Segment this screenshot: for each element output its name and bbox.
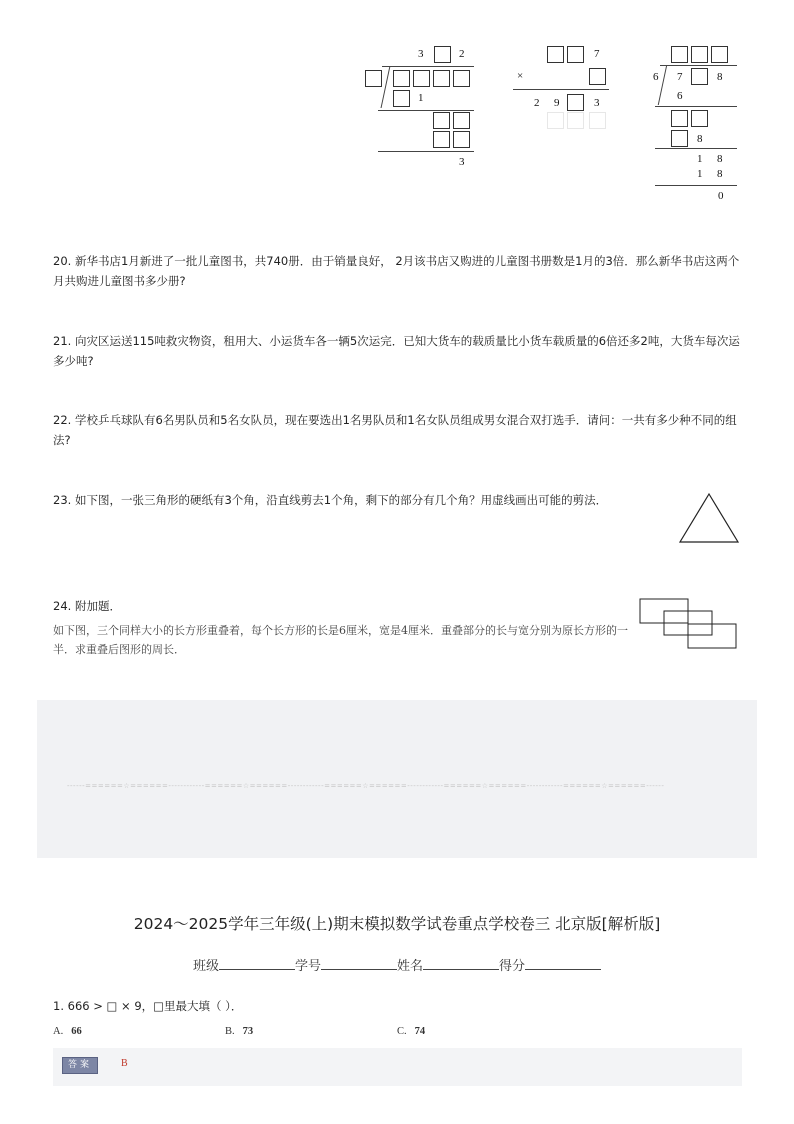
digit: 1 [418, 92, 424, 104]
blank-box [547, 112, 564, 129]
digit: 6 [653, 71, 659, 83]
field-label-score: 得分 [499, 959, 526, 974]
blank-box [453, 112, 470, 129]
field-blank [219, 958, 295, 970]
option-letter: C. [397, 1026, 407, 1037]
page-break-band [37, 700, 757, 858]
option-b [225, 1026, 253, 1037]
option-letter: A. [53, 1026, 64, 1037]
digit: 2 [459, 48, 465, 60]
blank-box [567, 112, 584, 129]
blank-box [711, 46, 728, 63]
field-label-class: 班级 [192, 959, 219, 974]
blank-box [393, 90, 410, 107]
blank-box [671, 110, 688, 127]
option-letter: B. [225, 1026, 235, 1037]
option-a [53, 1026, 82, 1037]
divider-line [655, 106, 737, 107]
digit: 7 [594, 48, 600, 60]
digit: 0 [718, 190, 724, 202]
blank-box [589, 68, 606, 85]
field-blank [321, 958, 397, 970]
digit: 8 [717, 153, 723, 165]
blank-box [413, 70, 430, 87]
digit: 3 [418, 48, 424, 60]
blank-box [433, 70, 450, 87]
page-title: 2024～2025学年三年级(上)期末模拟数学试卷重点学校卷三 北京版[解析版] [133, 915, 661, 933]
digit: 2 [534, 97, 540, 109]
digit: 1 [697, 168, 703, 180]
blank-box [453, 70, 470, 87]
blank-box [691, 110, 708, 127]
division-bar [660, 65, 737, 66]
question-24-body: 如下图，三个同样大小的长方形重叠着，每个长方形的长是6厘米，宽是4厘米．重叠部分的长与宽分别为原长方形的一半．求重叠后图形的周长． [53, 624, 628, 656]
answer-value: B [121, 1058, 128, 1069]
field-label-number: 学号 [294, 959, 321, 974]
division-bar [382, 66, 474, 67]
digit: 8 [717, 71, 723, 83]
digit: 3 [594, 97, 600, 109]
blank-box [671, 46, 688, 63]
blank-box [567, 46, 584, 63]
option-value: 73 [242, 1026, 254, 1037]
divider-line [655, 148, 737, 149]
divider-line [378, 110, 474, 111]
option-value: 74 [414, 1026, 426, 1037]
times-sign: × [517, 70, 524, 82]
blank-box [691, 68, 708, 85]
blank-box [433, 131, 450, 148]
blank-box [691, 46, 708, 63]
question-22: 22. 学校乒乓球队有6名男队员和5名女队员，现在要选出1名男队员和1名女队员组成男女混合双打选手．请问：一共有多少种不同的组法? [53, 413, 737, 447]
answer-tag[interactable]: 答案 [62, 1057, 98, 1074]
field-blank [423, 958, 499, 970]
question-24-title: 24. 附加题． [53, 599, 121, 613]
answer-panel [53, 1048, 742, 1086]
blank-box [393, 70, 410, 87]
blank-box [567, 94, 584, 111]
option-c [397, 1026, 425, 1037]
digit: 8 [717, 168, 723, 180]
blank-box [671, 130, 688, 147]
digit: 7 [677, 71, 683, 83]
digit: 9 [554, 97, 560, 109]
division-bracket [381, 66, 391, 108]
division-bracket [658, 65, 668, 105]
blank-box [434, 46, 451, 63]
digit: 3 [459, 156, 465, 168]
field-label-name: 姓名 [397, 959, 424, 974]
divider-line [655, 185, 737, 186]
option-value: 66 [71, 1026, 82, 1037]
overlapping-rectangles-figure [638, 597, 740, 653]
divider-line [378, 151, 474, 152]
question-1: 1. 666 > □ × 9，□里最大填（ ）． [53, 999, 243, 1013]
digit: 1 [697, 153, 703, 165]
blank-box [547, 46, 564, 63]
blank-box [453, 131, 470, 148]
blank-box [433, 112, 450, 129]
product-line [513, 89, 609, 90]
question-23: 23. 如下图，一张三角形的硬纸有3个角，沿直线剪去1个角，剩下的部分有几个角？用虚线画出可能的剪法． [53, 493, 608, 507]
digit: 8 [697, 133, 703, 145]
student-info-fields [0, 955, 794, 974]
blank-box [365, 70, 382, 87]
question-21: 21. 向灾区运送115吨救灾物资，租用大、小运货车各一辆5次运完．已知大货车的载质量比小货车载质量的6倍还多2吨，大货车每次运多少吨? [53, 334, 740, 368]
blank-box [589, 112, 606, 129]
digit: 6 [677, 90, 683, 102]
triangle-figure [678, 492, 740, 544]
question-20: 20. 新华书店1月新进了一批儿童图书，共740册．由于销量良好， 2月该书店又购进的儿童图书册数是1月的3倍．那么新华书店这两个月共购进儿童图书多少册? [53, 254, 740, 288]
separator-line: ------======☆======------------======☆======------------======☆======------------======☆======------------======☆======------ [67, 782, 665, 790]
field-blank [525, 958, 601, 970]
